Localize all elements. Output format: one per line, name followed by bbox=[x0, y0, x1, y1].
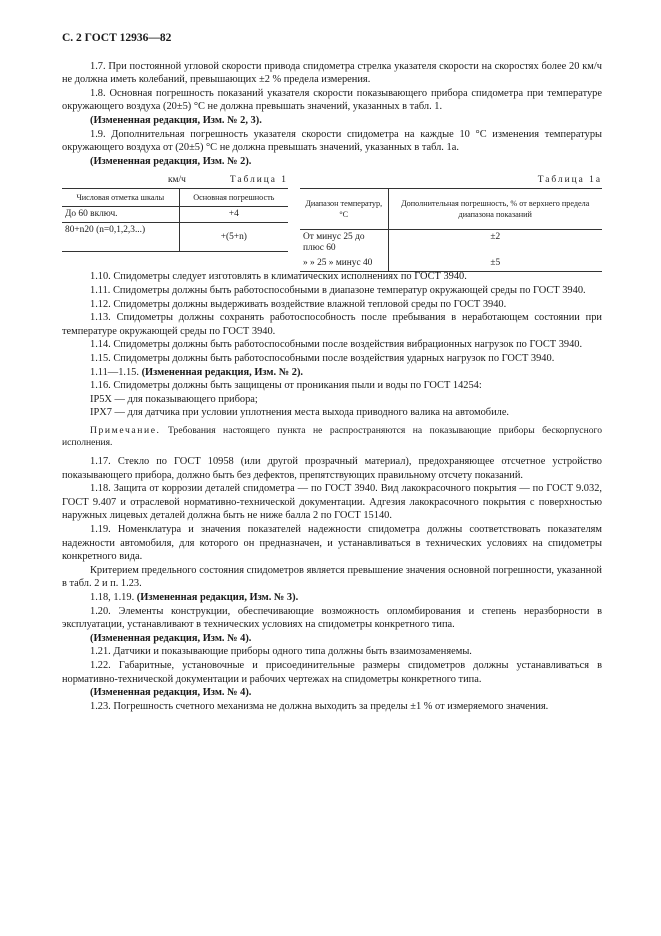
table-1a-cell: ±5 bbox=[388, 256, 602, 272]
table-1a bbox=[300, 174, 602, 272]
paragraph-1-16: 1.16. Спидометры должны быть защищены от проникания пыли и воды по ГОСТ 14254: bbox=[90, 380, 482, 392]
paragraph-1-10: 1.10. Спидометры следует изготовлять в климатических исполнениях по ГОСТ 3940. bbox=[90, 271, 467, 283]
tables-block bbox=[62, 174, 602, 269]
edition-note: (Измененная редакция, Изм. № 4). bbox=[90, 687, 252, 699]
note-label: Примечание. bbox=[90, 424, 161, 436]
edition-prefix: 1.18, 1.19. bbox=[90, 592, 135, 603]
list-item: IPX7 — для датчика при условии уплотнения места выхода приводного валика на автомобиле. bbox=[90, 407, 510, 419]
paragraph-1-20: 1.20. Элементы конструкции, обеспечивающие возможность опломбирования и степень неразборности в эксплуатации, устанавливают в технических условиях на спидометры конкретного типа. bbox=[62, 605, 602, 631]
table-1a-caption: Таблица 1а bbox=[537, 175, 602, 186]
edition-prefix: 1.11—1.15. bbox=[90, 366, 139, 378]
paragraph-1-9: 1.9. Дополнительная погрешность указателя скорости спидометра на каждые 10 °С изменения температуры окружающего воздуха от (20±5) °С не должна превышать значений, указанных в табл. 1а. bbox=[62, 128, 602, 154]
paragraph-1-8: 1.8. Основная погрешность показаний указателя скорости показывающего прибора спидометра при температуре окружающего воздуха (20±5) °С не должна превышать значений, указанных в табл. 1. bbox=[62, 87, 602, 113]
table-1-cell: +(5+n) bbox=[179, 223, 288, 252]
paragraph-1-13: 1.13. Спидометры должны сохранять работоспособность после пребывания в неработающем состоянии при температуре окружающей среды по ГОСТ 3940. bbox=[62, 312, 602, 337]
edition-note: (Измененная редакция, Изм. № 2, 3). bbox=[90, 114, 262, 126]
note-text: Требования настоящего пункта не распространяются на показывающие приборы бескорпусного исполнения. bbox=[62, 424, 602, 449]
edition-note: (Измененная редакция, Изм. № 2). bbox=[90, 155, 252, 167]
edition-line bbox=[62, 591, 602, 605]
table-1-cell: +4 bbox=[179, 207, 288, 223]
table-1-header: Числовая отметка шкалы bbox=[62, 189, 179, 207]
table-1a-cell: От минус 25 до плюс 60 bbox=[303, 232, 365, 254]
paragraph-1-19: 1.19. Номенклатура и значения показателей надежности спидометра должны соответствовать показателям надежности автомобиля, для которого он предназначен, и устанавливаться в технических условиях на спидометры конкретного вида. bbox=[62, 524, 602, 563]
document-page bbox=[62, 32, 602, 713]
paragraph-1-22: 1.22. Габаритные, установочные и присоединительные размеры спидометров должны устанавливаться в нормативно-технической документации и рабочих чертежах на спидометры конкретного типа. bbox=[62, 659, 602, 685]
edition-line bbox=[62, 366, 602, 380]
table-1 bbox=[62, 174, 288, 252]
table-1-cell: До 60 включ. bbox=[62, 207, 179, 223]
table-1-header: Основная погрешность bbox=[179, 189, 288, 207]
table-1a-cell: » » 25 » минус 40 bbox=[300, 256, 388, 272]
paragraph-1-23: 1.23. Погрешность счетного механизма не должна выходить за пределы ±1 % от измеряемого значения. bbox=[90, 700, 549, 712]
table-1a-header: Дополнительная погрешность, % от верхнего предела диапазона показаний bbox=[388, 189, 602, 230]
paragraph-1-17: 1.17. Стекло по ГОСТ 10958 (или другой прозрачный материал), предохраняющее отсчетное устройство показывающего прибора, должно быть без дефектов, препятствующих правильному отсчету показаний. bbox=[62, 456, 602, 481]
note bbox=[62, 425, 602, 450]
edition-note: (Измененная редакция, Изм. № 4). bbox=[90, 632, 252, 644]
paragraph-1-14: 1.14. Спидометры должны быть работоспособными после воздействия вибрационных нагрузок по ГОСТ 3940. bbox=[90, 339, 583, 351]
paragraph-1-12: 1.12. Спидометры должны выдерживать воздействие влажной тепловой среды по ГОСТ 3940. bbox=[90, 298, 507, 310]
paragraph-1-11: 1.11. Спидометры должны быть работоспособными в диапазоне температур окружающей среды по ГОСТ 3940. bbox=[90, 284, 586, 296]
table-1-cell: 80+n20 (n=0,1,2,3...) bbox=[62, 223, 179, 252]
paragraph-1-18: 1.18. Защита от коррозии деталей спидометра — по ГОСТ 3940. Вид лакокрасочного покрытия — по ГОСТ 9.032, ГОСТ 9.407 и отраслевой нормативно-технической документации. Адгезия лакокрасочного покрытия с поверхностью наружных лицевых деталей должна быть не ниже балла 2 по ГОСТ 15140. bbox=[62, 483, 602, 522]
criterion-paragraph: Критерием предельного состояния спидометров является превышение значения основной погрешности, указанной в табл. 2 и п. 1.23. bbox=[62, 564, 602, 590]
edition-note: (Измененная редакция, Изм. № 3). bbox=[136, 592, 299, 603]
table-1a-cell: ±2 bbox=[388, 230, 602, 257]
paragraph-1-15: 1.15. Спидометры должны быть работоспособными после воздействия ударных нагрузок по ГОСТ 3940. bbox=[90, 352, 555, 364]
edition-note: (Измененная редакция, Изм. № 2). bbox=[141, 366, 303, 378]
table-1-unit: км/ч bbox=[168, 175, 186, 186]
list-item: IP5X — для показывающего прибора; bbox=[90, 393, 258, 405]
table-1-caption: Таблица 1 bbox=[229, 175, 288, 186]
table-1a-header: Диапазон температур, °С bbox=[300, 189, 388, 230]
paragraph-1-21: 1.21. Датчики и показывающие приборы одного типа должны быть взаимозаменяемы. bbox=[90, 646, 472, 658]
page-header: С. 2 ГОСТ 12936—82 bbox=[62, 32, 172, 44]
paragraph-1-7: 1.7. При постоянной угловой скорости привода спидометра стрелка указателя скорости на скоростях более 20 км/ч не должна иметь колебаний, превышающих ±2 % предела измерения. bbox=[62, 60, 602, 86]
